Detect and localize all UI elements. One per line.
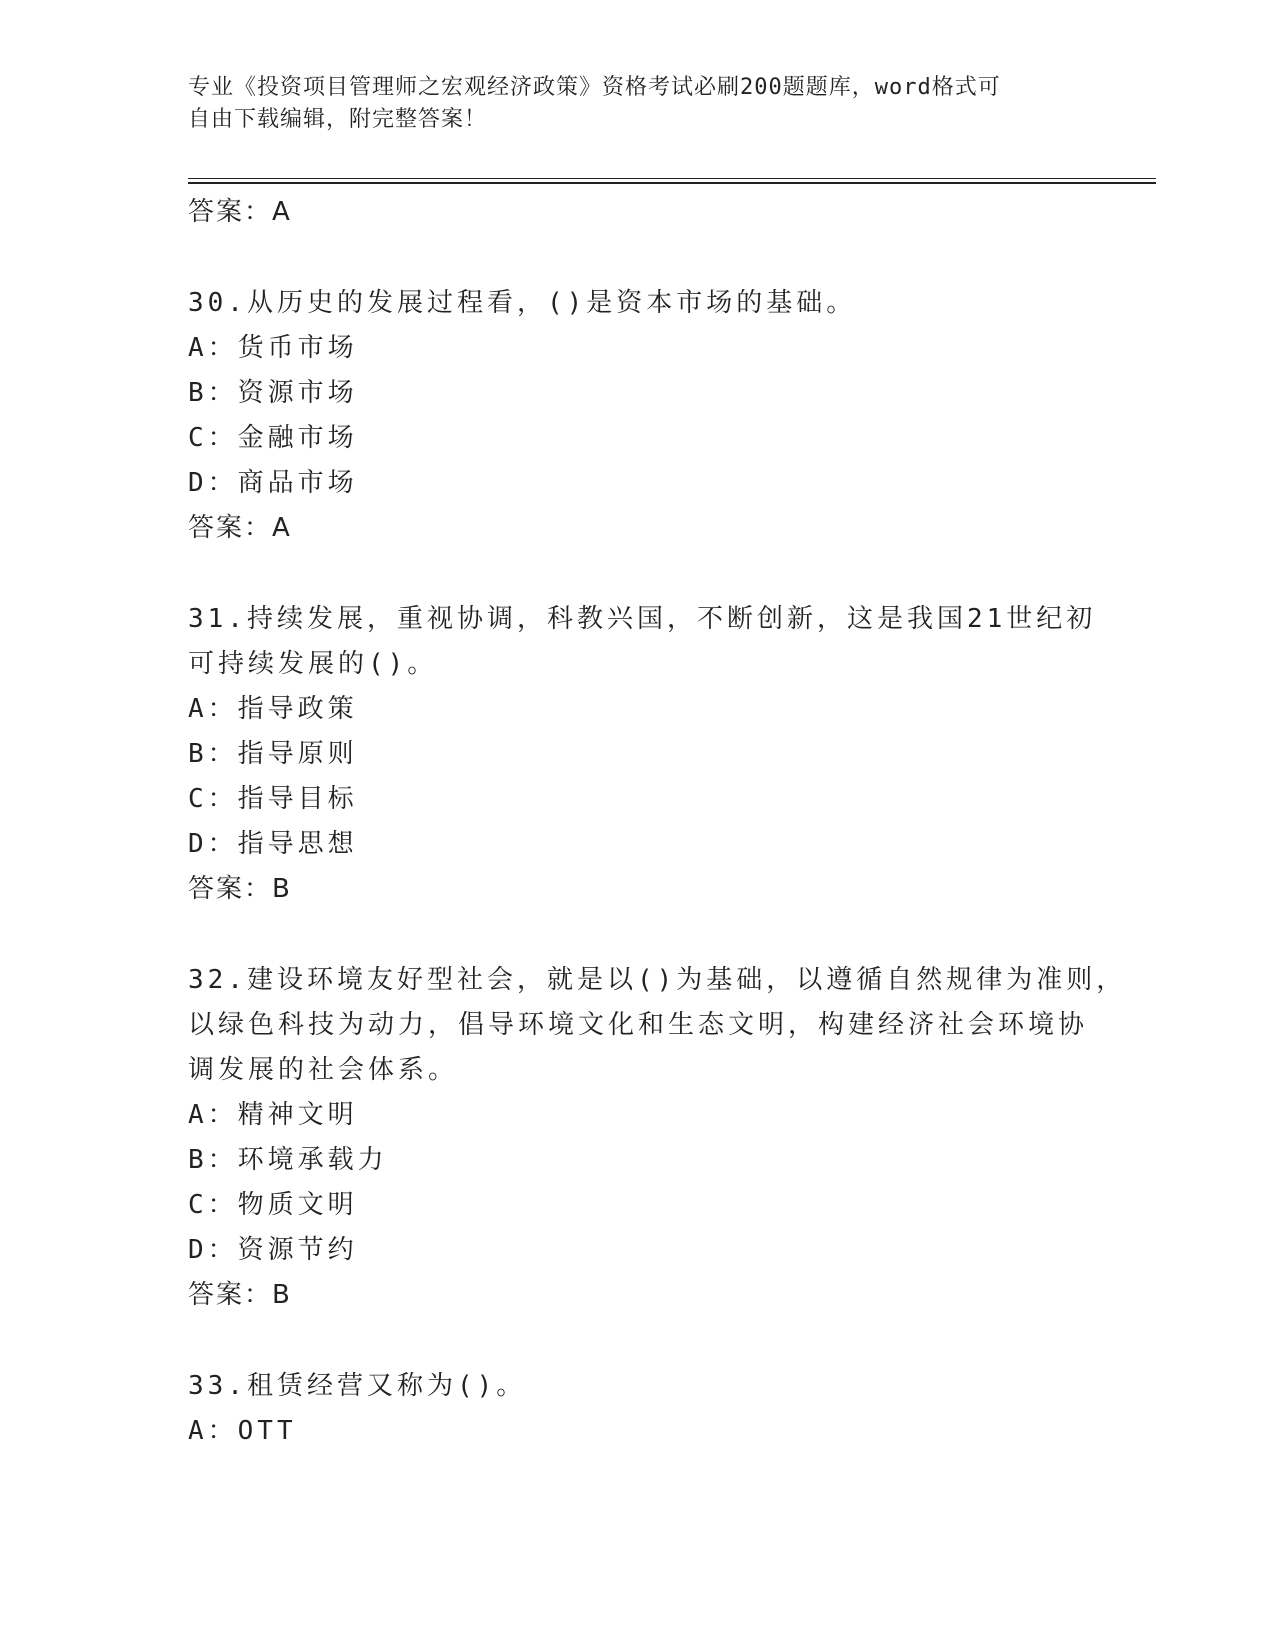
question-text: 31.持续发展，重视协调，科教兴国，不断创新，这是我国21世纪初: [188, 604, 1097, 634]
question-30: [188, 281, 1068, 551]
option-d: D：资源节约: [188, 1235, 358, 1265]
question-33: [188, 1364, 1068, 1454]
header-divider-thick: [188, 182, 1156, 184]
option-b: B：资源市场: [188, 378, 358, 408]
option-b: B：环境承载力: [188, 1145, 388, 1175]
answer-line: 答案：B: [188, 1280, 292, 1310]
option-d: D：指导思想: [188, 829, 358, 859]
document-header: [188, 72, 1068, 136]
option-a: A：OTT: [188, 1416, 297, 1446]
option-c: C：指导目标: [188, 784, 358, 814]
option-c: C：物质文明: [188, 1190, 358, 1220]
answer-line: 答案：B: [188, 874, 292, 904]
question-32: [188, 958, 1127, 1318]
question-text: 33.租赁经营又称为()。: [188, 1371, 527, 1401]
option-b: B：指导原则: [188, 739, 358, 769]
answer-line: 答案：A: [188, 197, 292, 227]
question-text: 以绿色科技为动力，倡导环境文化和生态文明，构建经济社会环境协: [188, 1010, 1089, 1040]
option-c: C：金融市场: [188, 423, 358, 453]
question-text: 32.建设环境友好型社会，就是以()为基础，以遵循自然规律为准则，: [188, 965, 1127, 995]
option-d: D：商品市场: [188, 468, 358, 498]
question-list: [188, 190, 1127, 1454]
option-a: A：精神文明: [188, 1100, 358, 1130]
question-text: 30.从历史的发展过程看，()是资本市场的基础。: [188, 288, 857, 318]
answer-line: 答案：A: [188, 513, 292, 543]
header-line-2: 自由下载编辑，附完整答案！: [188, 107, 488, 132]
option-a: A：货币市场: [188, 333, 358, 363]
question-text: 可持续发展的()。: [188, 649, 438, 679]
question-text: 调发展的社会体系。: [188, 1055, 459, 1085]
question-31: [188, 597, 1097, 912]
option-a: A：指导政策: [188, 694, 358, 724]
header-divider-thin: [188, 178, 1156, 179]
header-line-1: 专业《投资项目管理师之宏观经济政策》资格考试必刷200题题库，word格式可: [188, 75, 1001, 100]
